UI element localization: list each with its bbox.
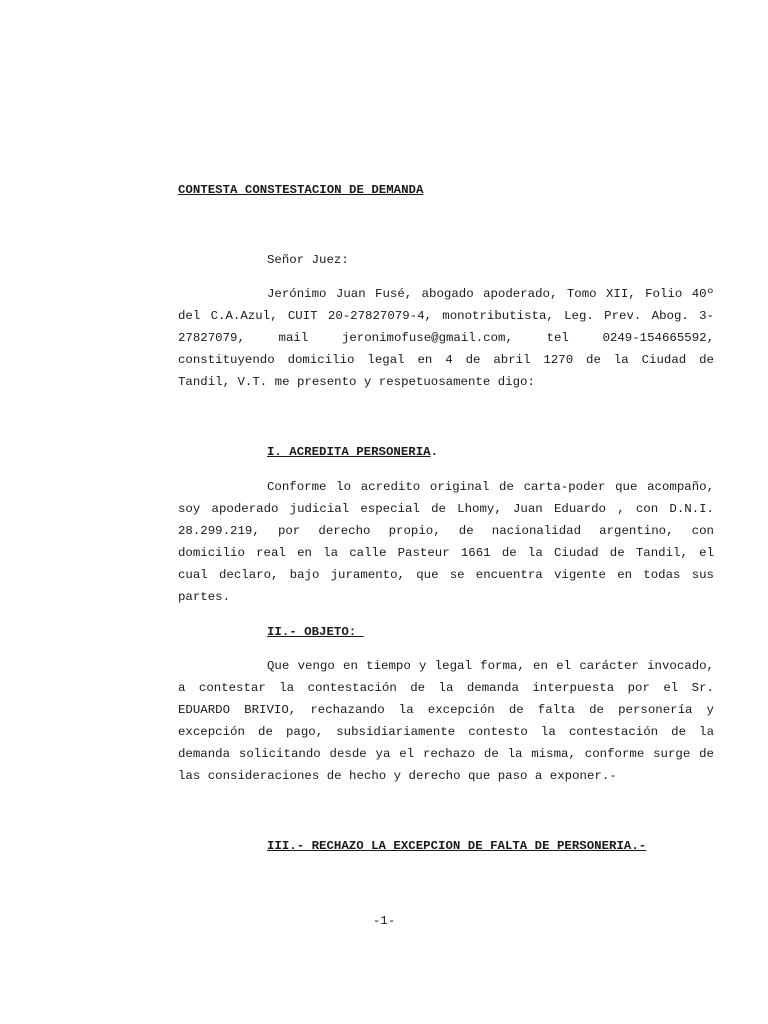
section1-line-4: domicilio real en la calle Pasteur 1661 de la Ciudad de Tandil, el <box>178 546 714 560</box>
section1-line-1: Conforme lo acredito original de carta-poder que acompaño, <box>267 480 714 494</box>
document-title: CONTESTA CONSTESTACION DE DEMANDA <box>178 183 424 197</box>
intro-line-4: constituyendo domicilio legal en 4 de abril 1270 de la Ciudad de <box>178 353 714 367</box>
section2-line-2: a contestar la contestación de la demanda interpuesta por el Sr. <box>178 681 714 695</box>
section2-line-6: las consideraciones de hecho y derecho que paso a exponer.- <box>178 769 617 783</box>
section2-heading: II.- OBJETO: <box>267 625 364 639</box>
intro-line-1: Jerónimo Juan Fusé, abogado apoderado, Tomo XII, Folio 40º <box>267 287 714 301</box>
greeting: Señor Juez: <box>267 253 349 267</box>
section2-line-5: demanda solicitando desde ya el rechazo de la misma, conforme surge de <box>178 747 714 761</box>
section2-line-1: Que vengo en tiempo y legal forma, en el carácter invocado, <box>267 659 714 673</box>
page-number: -1- <box>372 914 396 928</box>
section1-line-3: 28.299.219, por derecho propio, de nacionalidad argentino, con <box>178 524 714 538</box>
section1-heading <box>267 444 714 460</box>
section1-heading-suffix: . <box>430 445 439 459</box>
intro-line-3: 27827079, mail jeronimofuse@gmail.com, tel 0249-154665592, <box>178 331 714 345</box>
section1-heading-text: I. ACREDITA PERSONERIA <box>267 445 431 459</box>
section1-line-5: cual declaro, bajo juramento, que se encuentra vigente en todas sus <box>178 568 714 582</box>
section3-heading: III.- RECHAZO LA EXCEPCION DE FALTA DE PERSONERIA.- <box>267 839 647 853</box>
section1-line-6: partes. <box>178 590 231 604</box>
intro-line-2: del C.A.Azul, CUIT 20-27827079-4, monotributista, Leg. Prev. Abog. 3- <box>178 309 714 323</box>
intro-line-5: Tandil, V.T. me presento y respetuosamente digo: <box>178 375 535 389</box>
section2-line-4: excepción de pago, subsidiariamente contesto la contestación de la <box>178 725 714 739</box>
section2-line-3: EDUARDO BRIVIO, rechazando la excepción de falta de personería y <box>178 703 714 717</box>
section1-line-2: soy apoderado judicial especial de Lhomy, Juan Eduardo , con D.N.I. <box>178 502 714 516</box>
